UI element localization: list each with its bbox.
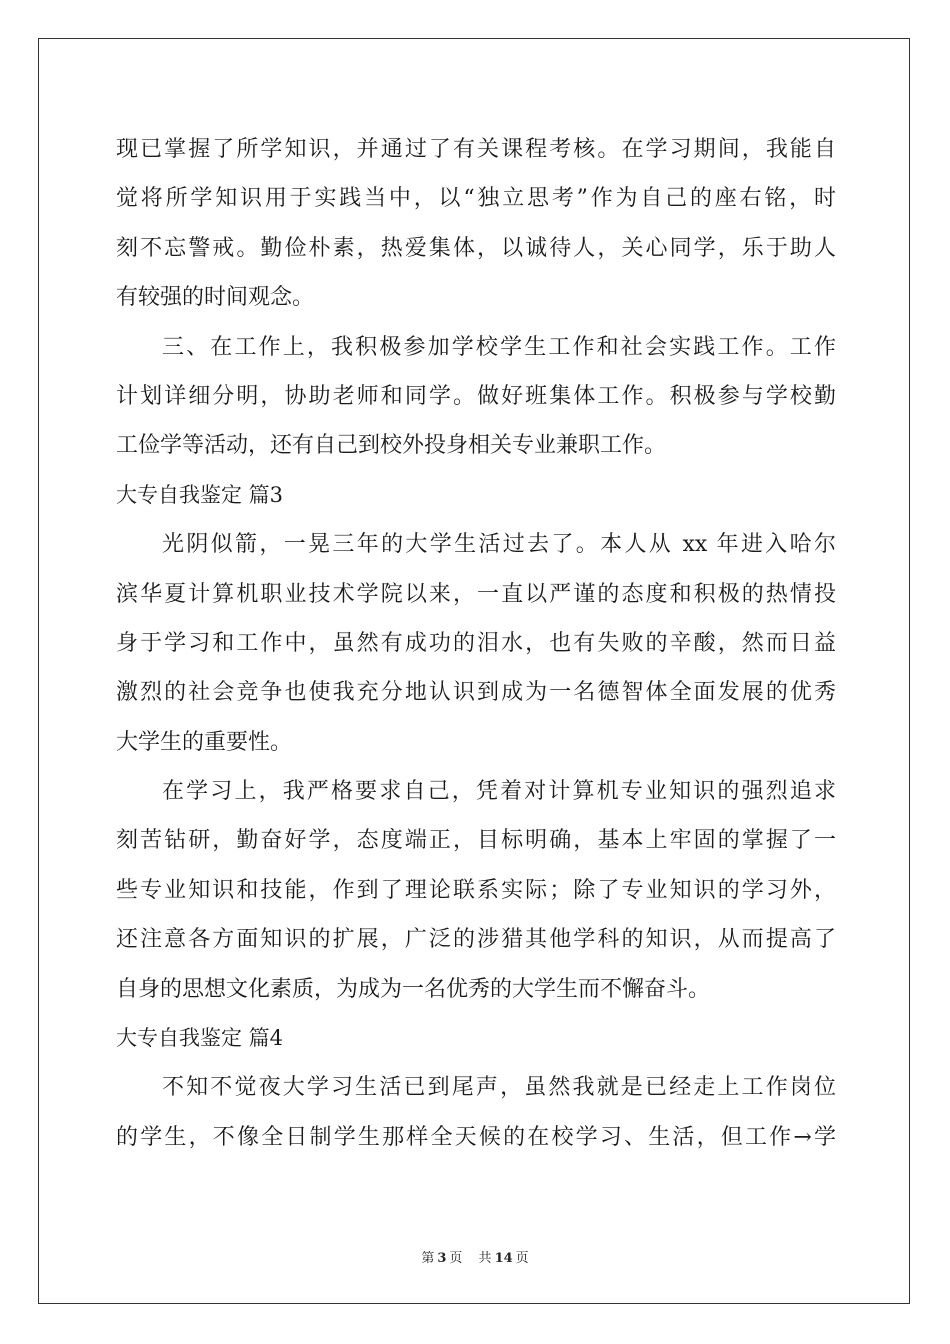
text-line: 不知不觉夜大学习生活已到尾声，虽然我就是已经走上工作岗位 xyxy=(162,1075,836,1101)
paragraph xyxy=(116,767,836,1014)
text-line: 工俭学等活动，还有自己到校外投身相关专业兼职工作。 xyxy=(116,433,667,459)
text-line: 些专业知识和技能，作到了理论联系实际；除了专业知识的学习外， xyxy=(116,877,836,903)
text-line: 滨华夏计算机职业技术学院以来，一直以严谨的态度和积极的热情投 xyxy=(116,581,836,607)
paragraph xyxy=(116,1063,836,1162)
page-footer xyxy=(0,1247,950,1266)
text-line: 有较强的时间观念。 xyxy=(116,285,315,311)
text-line: 刻苦钻研，勤奋好学，态度端正，目标明确，基本上牢固的掌握了一 xyxy=(116,828,836,854)
text-line: 计划详细分明，协助老师和同学。做好班集体工作。积极参与学校勤 xyxy=(116,383,836,409)
text-line: 还注意各方面知识的扩展，广泛的涉猎其他学科的知识，从而提高了 xyxy=(116,927,836,953)
total-unit: 页 xyxy=(515,1251,529,1266)
text-line: 觉将所学知识用于实践当中，以“独立思考”作为自己的座右铭，时 xyxy=(116,186,836,212)
page-prefix: 第 xyxy=(421,1251,435,1266)
page-number: 3 xyxy=(437,1251,447,1266)
text-line: 身于学习和工作中，虽然有成功的泪水，也有失败的辛酸，然而日益 xyxy=(116,630,836,656)
paragraph xyxy=(116,520,836,767)
paragraph xyxy=(116,125,836,323)
text-line: 在学习上，我严格要求自己，凭着对计算机专业知识的强烈追求 xyxy=(162,779,836,805)
text-line: 自身的思想文化素质，为成为一名优秀的大学生而不懈奋斗。 xyxy=(116,976,711,1002)
text-line: 光阴似箭，一晃三年的大学生活过去了。本人从 xx 年进入哈尔 xyxy=(162,532,836,558)
page-unit: 页 xyxy=(449,1251,463,1266)
text-line: 三、在工作上，我积极参加学校学生工作和社会实践工作。工作 xyxy=(162,334,836,360)
total-prefix: 共 xyxy=(478,1251,492,1266)
text-line: 刻不忘警戒。勤俭朴素，热爱集体，以诚待人，关心同学，乐于助人 xyxy=(116,235,836,261)
text-line: 大学生的重要性。 xyxy=(116,729,293,755)
page-indicator xyxy=(418,1251,465,1266)
text-line: 现已掌握了所学知识，并通过了有关课程考核。在学习期间，我能自 xyxy=(116,137,836,162)
total-indicator xyxy=(476,1251,532,1266)
section-heading: 大专自我鉴定 篇3 xyxy=(116,482,284,507)
paragraph xyxy=(116,323,836,471)
total-pages: 14 xyxy=(494,1251,513,1266)
document-body xyxy=(116,125,836,1162)
text-line: 激烈的社会竞争也使我充分地认识到成为一名德智体全面发展的优秀 xyxy=(116,680,836,706)
text-line: 的学生，不像全日制学生那样全天候的在校学习、生活，但工作→学 xyxy=(116,1124,836,1150)
section-heading: 大专自我鉴定 篇4 xyxy=(116,1026,284,1051)
